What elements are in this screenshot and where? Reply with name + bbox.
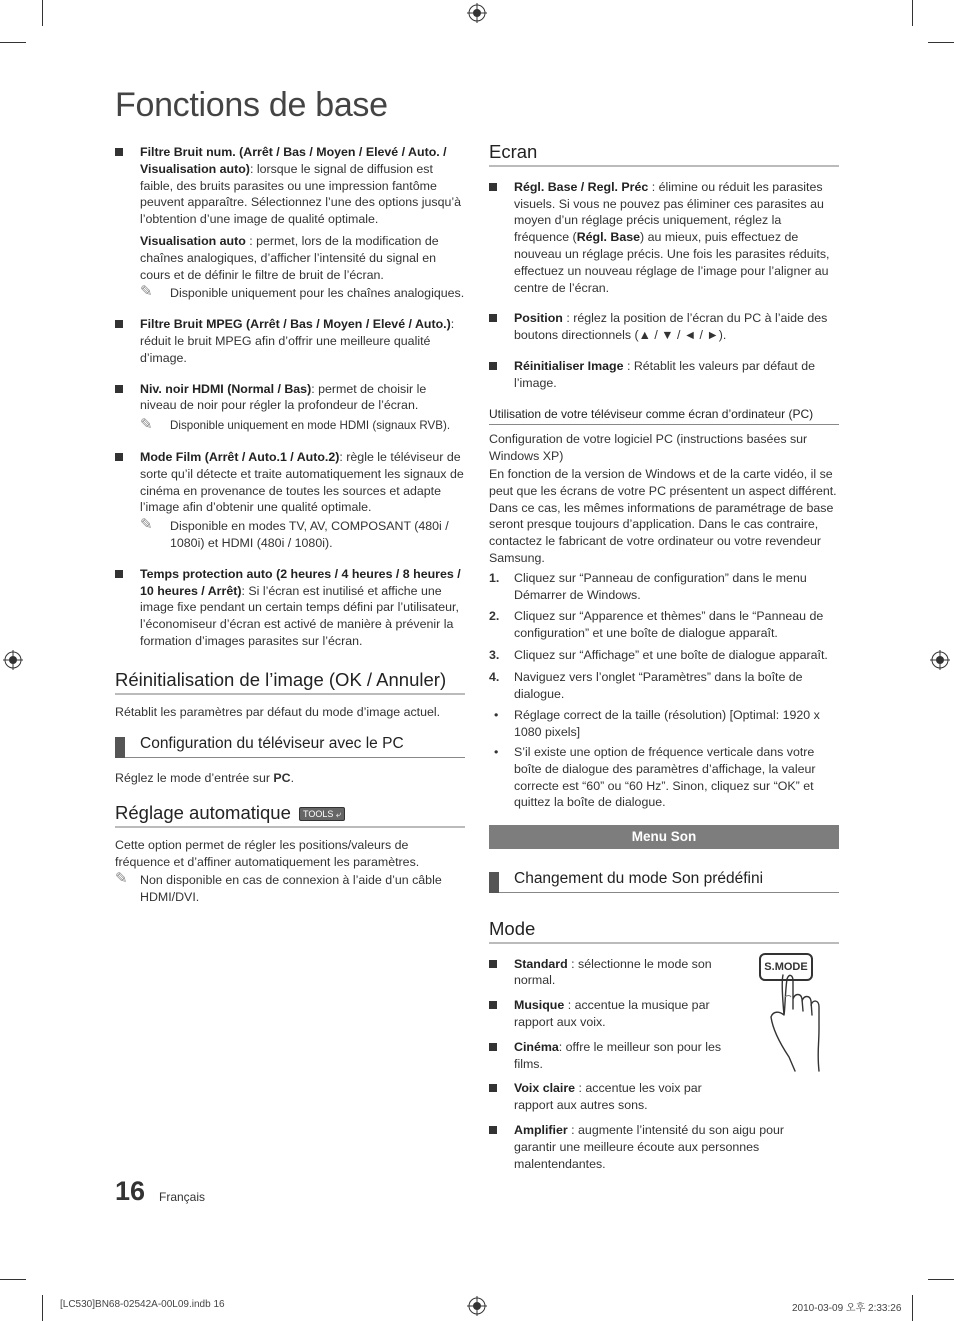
section-heading-reset: Réinitialisation de l’image (OK / Annuler)	[115, 672, 465, 695]
page-title: Fonctions de base	[115, 86, 388, 124]
square-bullet-icon	[489, 314, 497, 322]
square-bullet-icon	[489, 1084, 497, 1092]
reset-description: Rétablit les paramètres par défaut du mode d’image actuel.	[115, 704, 441, 719]
square-bullet-icon	[489, 1126, 497, 1134]
pencil-note-icon: ✎	[115, 870, 128, 888]
crop-mark	[0, 42, 26, 43]
list-item: Niv. noir HDMI (Normal / Bas): permet de choisir le niveau de noir pour régler la profondeur de l’écran. ✎ Disponible uniquement en mode HDMI (signaux RVB).	[115, 381, 465, 435]
pc-config-description: Réglez le mode d’entrée sur PC.	[115, 771, 295, 786]
subsection-heading-sound-mode: Changement du mode Son prédéfini	[489, 871, 839, 893]
list-item: Cinéma: offre le meilleur son pour les films.	[489, 1039, 729, 1073]
page-language: Français	[159, 1190, 206, 1204]
dot-bullet-item: • Réglage correct de la taille (résolution) [Optimal: 1920 x 1080 pixels]	[494, 708, 820, 740]
dot-bullet-item: • S’il existe une option de fréquence verticale dans votre boîte de dialogue des paramètres d’affichage, la valeur correcte est “60” ou “60 Hz”. Sinon, cliquez sur “OK” et quittez la boîte de dialogue.	[494, 744, 816, 810]
list-item: Voix claire : accentue les voix par rapport aux autres sons.	[489, 1080, 729, 1114]
list-item: Amplifier : augmente l’intensité du son aigu pour garantir une meilleure écoute aux personnes malentendantes.	[489, 1122, 814, 1172]
dot-bullet-icon: •	[494, 744, 499, 759]
square-bullet-icon	[115, 148, 123, 156]
note: ✎ Disponible uniquement en mode HDMI (signaux RVB).	[140, 416, 451, 434]
numbered-step: 2. Cliquez sur “Apparence et thèmes” dans le “Panneau de configuration” et une boîte de dialogue apparaît.	[489, 609, 824, 641]
mode-list	[489, 953, 729, 1114]
square-bullet-icon	[489, 960, 497, 968]
smode-button-illustration	[757, 953, 841, 1073]
subsection-heading-pc-config: Configuration du téléviseur avec le PC	[115, 736, 465, 758]
square-bullet-icon	[115, 570, 123, 578]
registration-mark-icon	[467, 3, 487, 23]
registration-mark-icon	[3, 650, 23, 670]
menu-son-banner: Menu Son	[489, 825, 839, 849]
crop-mark	[928, 42, 954, 43]
registration-mark-icon	[930, 650, 950, 670]
heading-bar-icon	[489, 872, 499, 893]
hand-pointer-icon	[757, 953, 841, 1073]
heading-bar-icon	[115, 737, 125, 758]
list-item: Filtre Bruit MPEG (Arrêt / Bas / Moyen / Elevé / Auto.): réduit le bruit MPEG afin d’offrir une meilleure qualité d’image.	[115, 316, 465, 366]
square-bullet-icon	[489, 1001, 497, 1009]
pencil-note-icon: ✎	[140, 283, 153, 301]
square-bullet-icon	[489, 183, 497, 191]
pc-paragraph: Configuration de votre logiciel PC (instructions basées sur Windows XP)	[489, 432, 808, 464]
numbered-step: 1. Cliquez sur “Panneau de configuration” dans le menu Démarrer de Windows.	[489, 570, 807, 602]
crop-mark	[912, 1295, 913, 1321]
print-footer-right: 2010-03-09 오후 2:33:26	[792, 1303, 902, 1314]
note: ✎ Non disponible en cas de connexion à l’aide d’un câble HDMI/DVI.	[115, 870, 442, 905]
list-item: Mode Film (Arrêt / Auto.1 / Auto.2): règle le téléviseur de sorte qu’il détecte et traite automatiquement les signaux de cinéma en provenance de toutes les sources et adapte l’image afin d’obtenir une qualité optimale. ✎ Disponible en modes TV, AV, COMPOSANT (480i / 1080i) et HDMI (480i / 1080i).	[115, 449, 465, 552]
section-heading-mode: Mode	[489, 921, 839, 944]
square-bullet-icon	[115, 453, 123, 461]
list-item: Régl. Base / Regl. Préc : élimine ou réduit les parasites visuels. Si vous ne pouvez pas éliminer ces parasites au moyen d’un réglage précis uniquement, réglez la fréquence (Régl. Base) au mieux, puis effectuez de nouveau un réglage précis. Une fois les parasites réduits, effectuez un nouveau réglage de l’image pour l’aligner au centre de l’écran.	[489, 179, 839, 297]
list-item: Standard : sélectionne le mode son normal.	[489, 956, 729, 990]
crop-mark	[928, 1279, 954, 1280]
square-bullet-icon	[489, 362, 497, 370]
square-bullet-icon	[115, 320, 123, 328]
list-item: Filtre Bruit num. (Arrêt / Bas / Moyen / Elevé / Auto. / Visualisation auto): lorsque le signal de diffusion est faible, des bruits parasites ou une impression fantôme peuvent apparaître. Sélectionnez l’une des options jusqu’à l’obtention d’une image de qualité optimale. Visualisation auto : permet, lors de la modification de chaînes analogiques, d’afficher l’intensité du signal en cours et de définir le filtre de bruit de l’écran. ✎ Disponible uniquement pour les chaînes analogiques.	[115, 144, 465, 302]
pencil-note-icon: ✎	[140, 416, 153, 434]
dot-bullet-icon: •	[494, 708, 499, 723]
square-bullet-icon	[115, 385, 123, 393]
crop-mark	[0, 1279, 26, 1280]
left-column	[115, 144, 465, 906]
crop-mark	[42, 0, 43, 26]
auto-adjust-description: Cette option permet de régler les positions/valeurs de fréquence et d’affiner automatiquement les paramètres.	[115, 837, 420, 869]
pc-paragraph: En fonction de la version de Windows et de la carte vidéo, il se peut que les écrans de votre PC présentent un aspect différent. Dans ce cas, les mêmes informations de paramétrage de base seront presque toujours d’application. Dans le cas contraire, contactez le fabricant de votre ordinateur ou votre revendeur Samsung.	[489, 466, 837, 565]
pencil-note-icon: ✎	[140, 516, 153, 534]
note: ✎ Disponible en modes TV, AV, COMPOSANT (480i / 1080i) et HDMI (480i / 1080i).	[140, 516, 449, 550]
numbered-step: 4. Naviguez vers l’onglet “Paramètres” dans la boîte de dialogue.	[489, 669, 803, 701]
numbered-step: 3. Cliquez sur “Affichage” et une boîte de dialogue apparaît.	[489, 647, 828, 662]
note: ✎ Disponible uniquement pour les chaînes analogiques.	[140, 283, 465, 301]
registration-mark-icon	[467, 1296, 487, 1316]
tools-button-icon: TOOLS ⤶	[299, 807, 345, 821]
sub-paragraph: Visualisation auto : permet, lors de la modification de chaînes analogiques, d’afficher l’intensité du signal en cours et de définir le filtre de bruit de l’écran.	[140, 233, 439, 282]
square-bullet-icon	[489, 1043, 497, 1051]
section-heading-auto-adjust: Réglage automatique TOOLS ⤶	[115, 805, 465, 828]
page-number: 16	[115, 1176, 146, 1206]
smode-button: S.MODE	[759, 953, 813, 981]
list-item: Position : réglez la position de l’écran du PC à l’aide des boutons directionnels (▲ / ▼ / ◄ / ►).	[489, 310, 839, 344]
section-heading-screen: Ecran	[489, 144, 839, 167]
list-item: Réinitialiser Image : Rétablit les valeurs par défaut de l’image.	[489, 358, 839, 392]
list-item: Temps protection auto (2 heures / 4 heures / 8 heures / 10 heures / Arrêt): Si l’écran est inutilisé et affiche une image fixe pendant un certain temps défini par l’utilisateur, l’économiseur d’écran est activé de manière à prévenir la formation d’images parasites sur l’écran.	[115, 566, 465, 650]
crop-mark	[912, 0, 913, 26]
crop-mark	[42, 1295, 43, 1321]
pc-usage-heading: Utilisation de votre téléviseur comme écran d’ordinateur (PC)	[489, 406, 839, 426]
right-column	[489, 141, 839, 1181]
print-footer-left: [LC530]BN68-02542A-00L09.indb 16	[60, 1299, 225, 1310]
list-item: Musique : accentue la musique par rapport aux voix.	[489, 997, 729, 1031]
